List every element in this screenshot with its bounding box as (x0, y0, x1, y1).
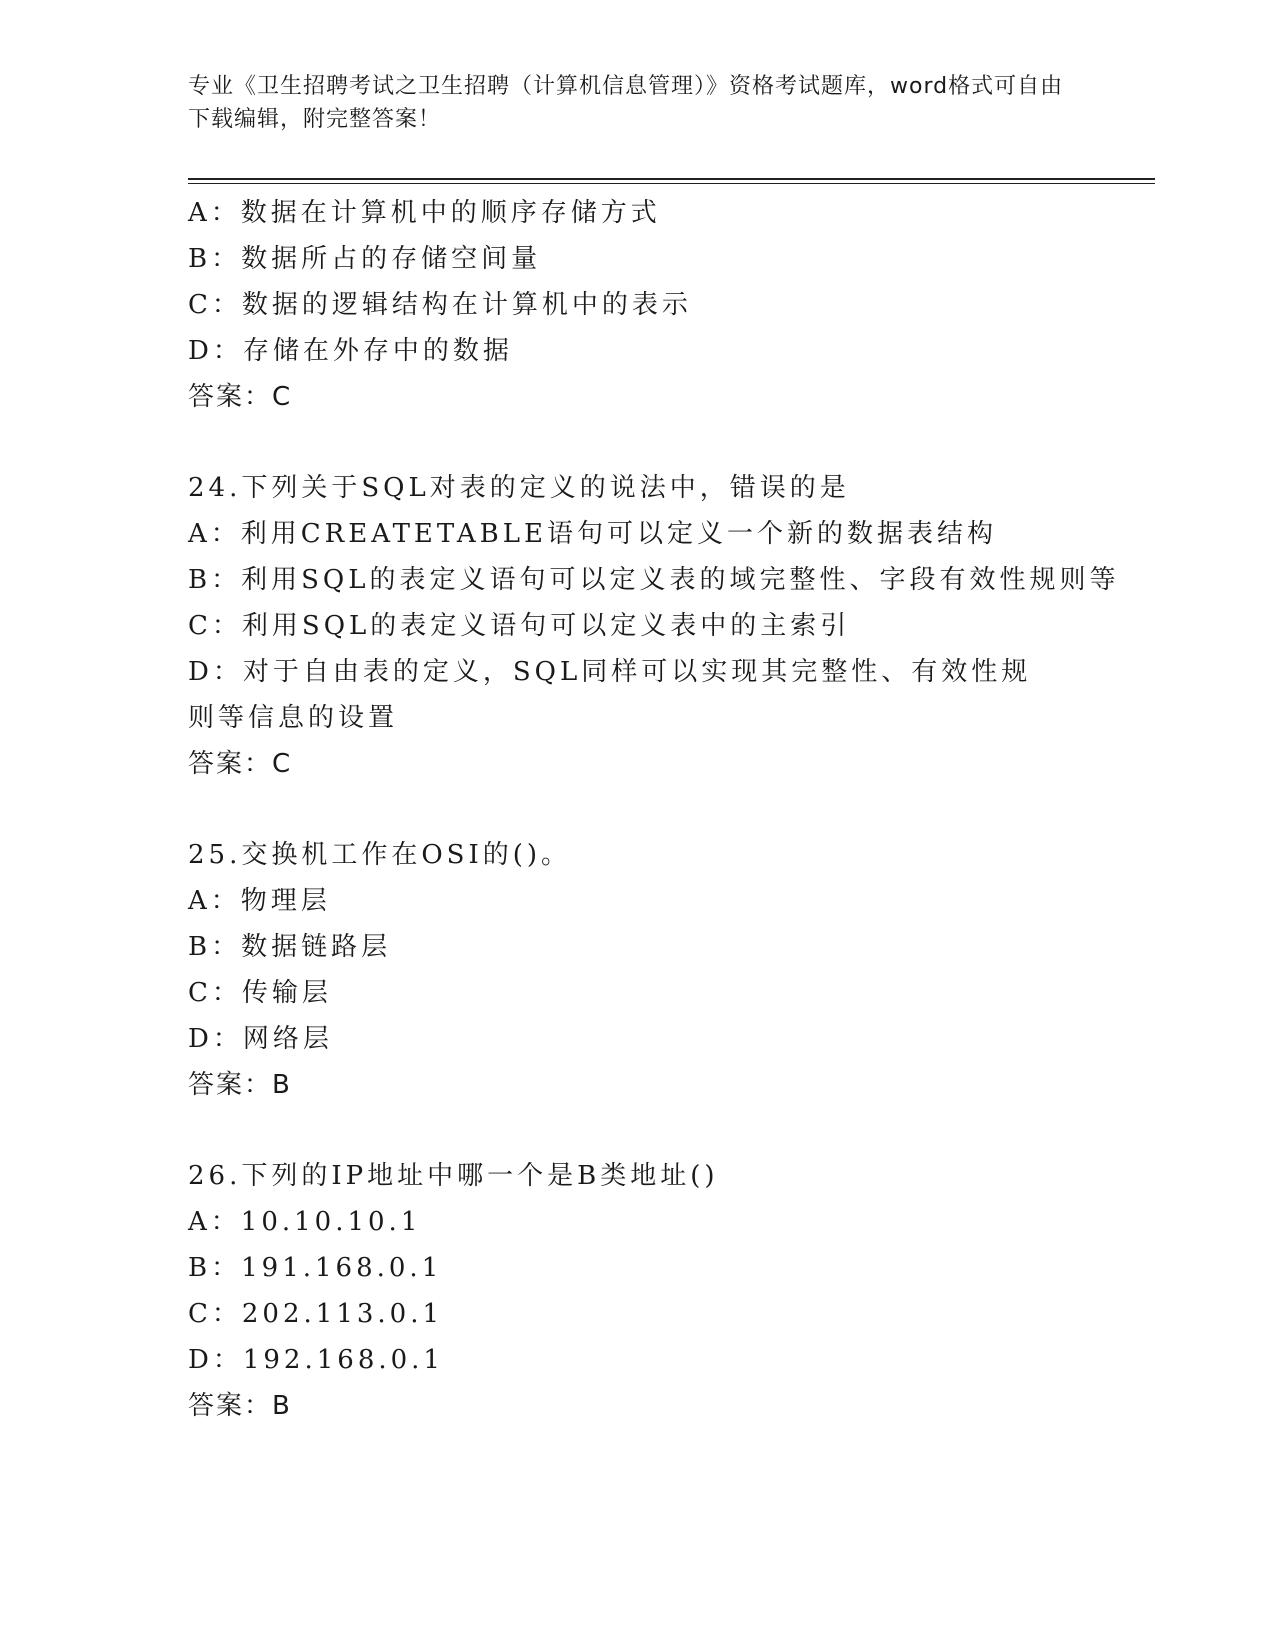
answer: 答案：C (188, 382, 293, 412)
question-list (188, 190, 1120, 1429)
option-c: C：传输层 (188, 978, 332, 1008)
question-24 (188, 465, 1120, 787)
option-c: C：数据的逻辑结构在计算机中的表示 (188, 290, 692, 320)
question-25 (188, 832, 1088, 1108)
answer: 答案：B (188, 1070, 292, 1100)
option-a: A：利用CREATETABLE语句可以定义一个新的数据表结构 (188, 519, 997, 549)
option-b: B：191.168.0.1 (188, 1253, 443, 1283)
header-rule-thin (188, 183, 1155, 184)
question-stem: 24.下列关于SQL对表的定义的说法中，错误的是 (188, 473, 850, 503)
option-a: A：10.10.10.1 (188, 1207, 422, 1237)
option-d: D：网络层 (188, 1024, 333, 1054)
option-c: C：202.113.0.1 (188, 1299, 444, 1329)
option-b: B：数据所占的存储空间量 (188, 244, 542, 274)
header-rule-thick (188, 178, 1155, 180)
option-b: B：利用SQL的表定义语句可以定义表的域完整性、字段有效性规则等 (188, 565, 1120, 595)
question-23-partial (188, 190, 1088, 420)
option-d: D：192.168.0.1 (188, 1345, 444, 1375)
option-d: D：存储在外存中的数据 (188, 336, 513, 366)
question-stem: 26.下列的IP地址中哪一个是B类地址() (188, 1161, 719, 1191)
option-c: C：利用SQL的表定义语句可以定义表中的主索引 (188, 611, 851, 641)
option-a: A：物理层 (188, 886, 331, 916)
answer: 答案：C (188, 749, 293, 779)
option-d: D：对于自由表的定义，SQL同样可以实现其完整性、有效性规则等信息的设置 (188, 657, 1032, 733)
option-a: A：数据在计算机中的顺序存储方式 (188, 198, 661, 228)
question-26 (188, 1153, 1088, 1429)
answer: 答案：B (188, 1391, 292, 1421)
document-header: 专业《卫生招聘考试之卫生招聘（计算机信息管理）》资格考试题库，word格式可自由下载编辑，附完整答案！ (188, 74, 1064, 132)
option-b: B：数据链路层 (188, 932, 392, 962)
question-stem: 25.交换机工作在OSI的()。 (188, 840, 572, 870)
